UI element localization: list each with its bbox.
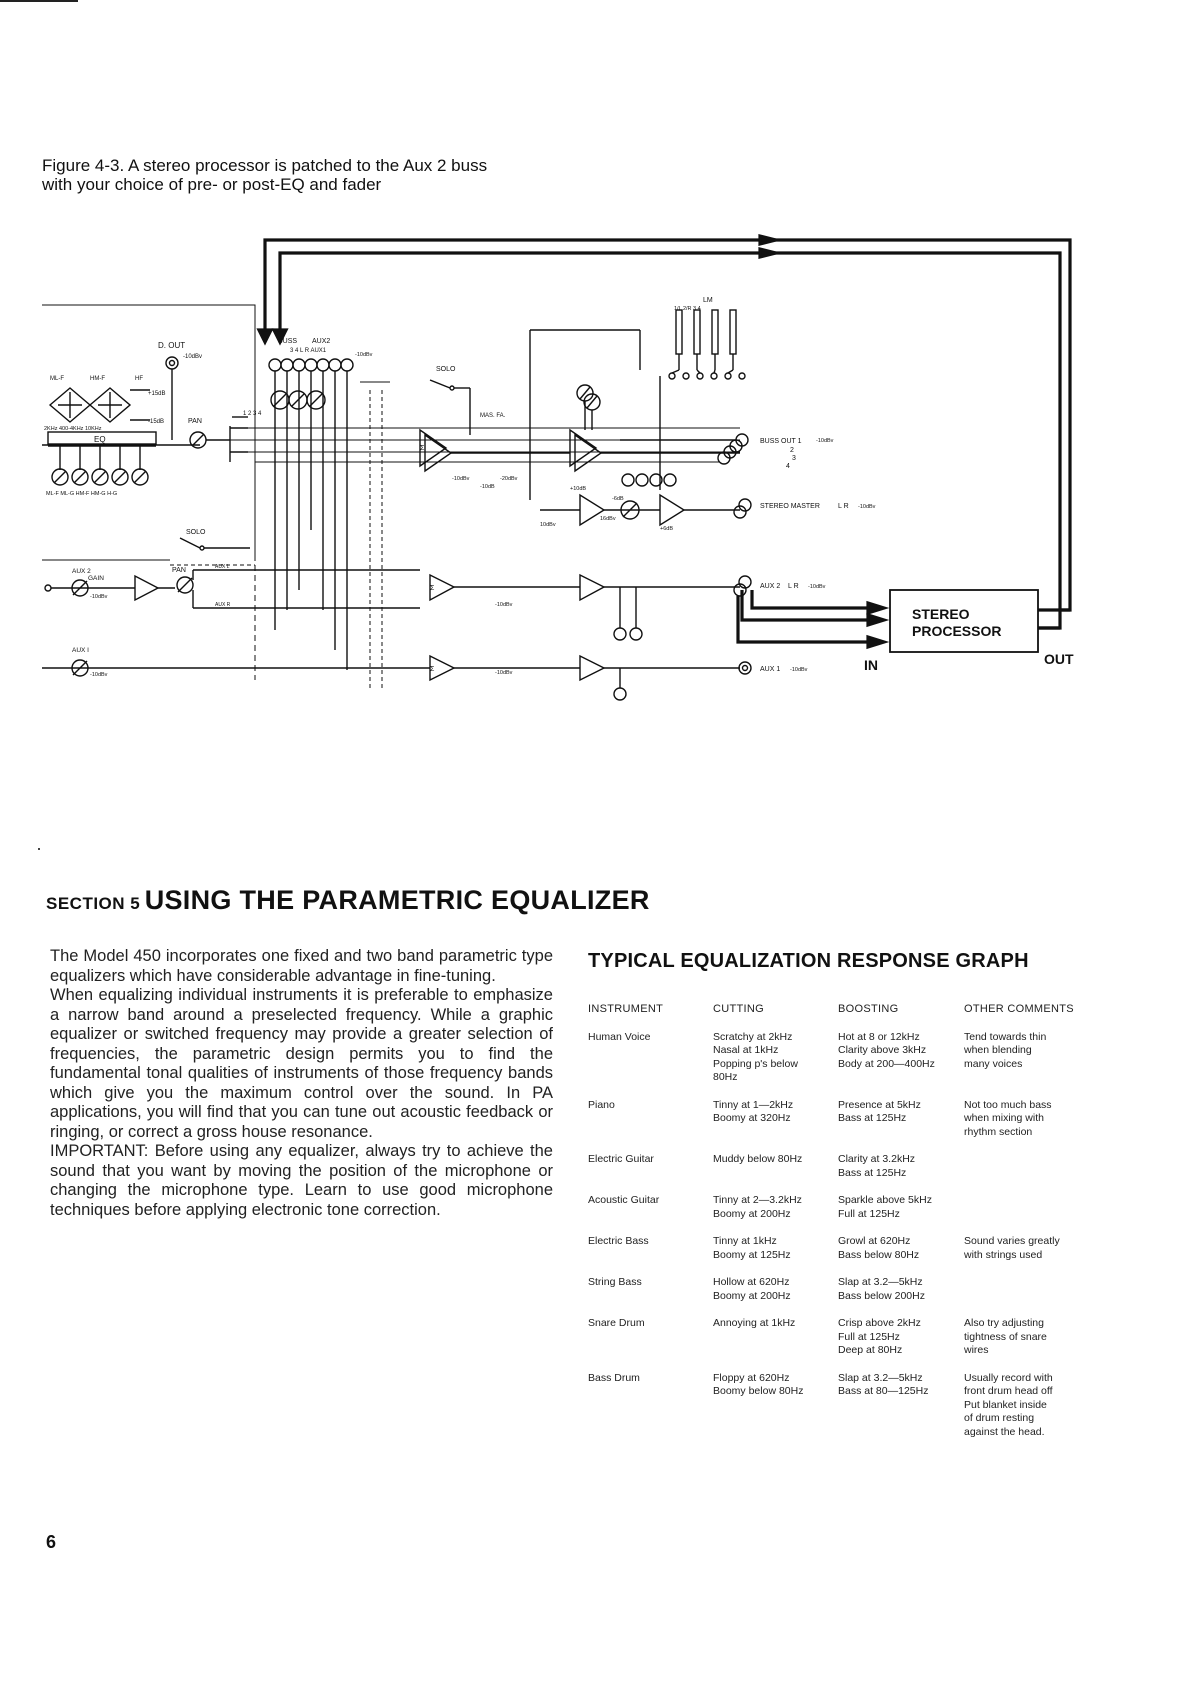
section-title: USING THE PARAMETRIC EQUALIZER (144, 885, 650, 915)
instrument-name: Acoustic Guitar (588, 1194, 660, 1206)
boosting-line: Slap at 3.2—5kHz (838, 1371, 923, 1384)
aux2-summers (430, 575, 751, 640)
paragraph-1: The Model 450 incorporates one fixed and two band parametric type equalizers which have considerable advantage in fine-tuning. (50, 947, 553, 985)
cell-cutting (713, 1317, 838, 1372)
body-text (50, 947, 553, 1220)
comments-line: Also try adjusting (964, 1317, 1044, 1329)
solo-2-label: SOLO (186, 529, 206, 536)
cutting-line: Nasal at 1kHz (713, 1044, 779, 1056)
d-out-jack (166, 357, 178, 440)
boosting-line: Growl at 620Hz (838, 1235, 911, 1247)
buss-out-jacks (620, 434, 748, 464)
processor-in-label: IN (864, 657, 878, 673)
aux2-out-label: AUX 2 (760, 583, 781, 590)
boosting-line: Clarity above 3kHz (838, 1044, 927, 1056)
lm-numbers: 1/L 2/R 3 4 (674, 306, 701, 312)
cutting-line: Boomy at 125Hz (713, 1248, 791, 1261)
caption-line-1: Figure 4-3. A stereo processor is patched to the Aux 2 buss (42, 156, 488, 175)
boosting-line: Presence at 5kHz (838, 1098, 921, 1111)
comments-line: tightness of snare (964, 1330, 1047, 1343)
table-row (588, 1276, 1094, 1317)
table-row (588, 1031, 1094, 1099)
switch-numbers: 1 2 3 4 (243, 411, 262, 417)
aux1-level: -10dBv (90, 672, 108, 678)
cell-cutting (713, 1372, 838, 1454)
sigma-2: Σ (430, 585, 435, 592)
cutting-line: Muddy below 80Hz (713, 1153, 803, 1165)
level-10dbv: 10dBv (540, 522, 556, 528)
boosting-line: Full at 125Hz (838, 1207, 900, 1220)
cell-instrument (588, 1372, 713, 1454)
aux1-out-level: -10dBv (790, 667, 808, 673)
boosting-line: Full at 125Hz (838, 1330, 900, 1343)
cell-boosting (838, 1031, 964, 1099)
lm-label: LM (703, 297, 713, 304)
instrument-name: Piano (588, 1098, 615, 1111)
buss-out-label: BUSS OUT 1 (760, 438, 802, 445)
aux2-label: AUX 2 (72, 568, 91, 575)
comments-line: rhythm section (964, 1125, 1033, 1138)
cell-comments (964, 1276, 1094, 1317)
top-rule (0, 0, 78, 2)
stereo-master-lr: L R (838, 503, 849, 510)
buss-out-level: -10dBv (816, 438, 834, 444)
aux1-chain (42, 656, 751, 700)
comments-line: Sound varies greatly (964, 1235, 1060, 1247)
boosting-line: Clarity at 3.2kHz (838, 1153, 916, 1165)
instrument-name: String Bass (588, 1276, 642, 1288)
solo-1-switch (430, 380, 470, 435)
aux2-out-lr: L R (788, 583, 799, 590)
comments-line: when mixing with (964, 1112, 1044, 1124)
comments-line: Usually record with (964, 1371, 1053, 1384)
cutting-line: Hollow at 620Hz (713, 1276, 790, 1288)
header-boosting: BOOSTING (838, 1003, 899, 1015)
solo-1-label: SOLO (436, 366, 456, 373)
aux1-label: AUX I (72, 647, 89, 654)
table-row (588, 1235, 1094, 1276)
comments-line: Put blanket inside (964, 1398, 1047, 1411)
cutting-line: 80Hz (713, 1071, 738, 1083)
boosting-line: Crisp above 2kHz (838, 1317, 921, 1329)
cutting-line: Popping p's below (713, 1057, 798, 1070)
level-p10: +10dB (570, 486, 587, 492)
cell-instrument (588, 1194, 713, 1235)
cell-cutting (713, 1235, 838, 1276)
mas-fa-label: MAS. FA. (480, 413, 506, 419)
eq-freq: 2KHz 400-4KHz 10KHz (44, 426, 102, 432)
mix-lines (230, 382, 740, 690)
paragraph-3: IMPORTANT: Before using any equalizer, always try to achieve the sound that you want by moving the position of the microphone or changing the microphone type. Learn to use good microphone techniques before applying electronic tone correction. (50, 1142, 553, 1219)
aux1-out-label: AUX 1 (760, 666, 781, 673)
cell-comments (964, 1031, 1094, 1099)
cell-boosting (838, 1153, 964, 1194)
table-row (588, 1153, 1094, 1194)
cell-boosting (838, 1317, 964, 1372)
sigma-1: Σ (420, 445, 425, 452)
cell-cutting (713, 1031, 838, 1099)
comments-line: many voices (964, 1057, 1023, 1070)
level-m10: -10dBv (452, 476, 470, 482)
processor-out-label: OUT (1044, 651, 1074, 667)
instrument-name: Bass Drum (588, 1371, 640, 1384)
graph-title: TYPICAL EQUALIZATION RESPONSE GRAPH (588, 950, 1029, 972)
boosting-line: Hot at 8 or 12kHz (838, 1030, 920, 1043)
aux2-buss-label: AUX2 (312, 338, 331, 345)
cutting-line: Boomy below 80Hz (713, 1385, 804, 1397)
comments-line: when blending (964, 1044, 1032, 1056)
eq-knob-labels: ML-F ML-G HM-F HM-G H-G (46, 491, 118, 497)
buss-summers (420, 430, 740, 471)
cell-cutting (713, 1276, 838, 1317)
comments-line: wires (964, 1344, 989, 1356)
eq-table-header (588, 1003, 1094, 1031)
cutting-line: Tinny at 2—3.2kHz (713, 1194, 802, 1206)
cell-instrument (588, 1099, 713, 1154)
section-label: SECTION 5 (46, 894, 141, 913)
eq-band-mlf: ML-F (50, 376, 64, 382)
table-row (588, 1372, 1094, 1454)
caption-line-2: with your choice of pre- or post-EQ and fader (42, 175, 382, 194)
insert-jacks (622, 474, 676, 486)
boosting-line: Bass below 200Hz (838, 1289, 925, 1302)
lm-meters (530, 310, 745, 500)
paragraph-2: When equalizing individual instruments it is preferable to emphasize a narrow band around a preselected frequency. While a graphic equalizer or switched frequency may provide a greater selection of frequencies, the parametric design permits you to find the fundamental tonal qualities of instruments of those frequency bands which give you the maximum control over the sound. In PA applications, you will find that you can tune out acoustic feedback or ringing, or correct a gross house resonance. (50, 986, 553, 1141)
d-out-label: D. OUT (158, 341, 186, 350)
stereo-master-level: -10dBv (858, 504, 876, 510)
return-loops (259, 236, 1070, 628)
eq-band-hf: HF (135, 376, 143, 382)
cell-cutting (713, 1153, 838, 1194)
cell-comments (964, 1235, 1094, 1276)
boosting-line: Sparkle above 5kHz (838, 1194, 932, 1206)
eq-minus: -15dB (148, 419, 165, 425)
instrument-name: Electric Guitar (588, 1153, 654, 1165)
cell-instrument (588, 1153, 713, 1194)
aux2-to-processor (738, 590, 884, 647)
cutting-line: Annoying at 1kHz (713, 1317, 796, 1329)
cutting-line: Boomy at 320Hz (713, 1112, 791, 1124)
cell-cutting (713, 1099, 838, 1154)
cell-comments (964, 1372, 1094, 1454)
level-16dbv: 16dBv (600, 516, 616, 522)
cutting-line: Boomy at 200Hz (713, 1207, 791, 1220)
cell-boosting (838, 1099, 964, 1154)
cell-comments (964, 1194, 1094, 1235)
level-aux1-sum: -10dBv (495, 670, 513, 676)
pan-1 (42, 417, 248, 462)
cell-instrument (588, 1235, 713, 1276)
page-number: 6 (46, 1532, 57, 1552)
buss-out-numbers-3: 3 (792, 455, 796, 462)
instrument-name: Human Voice (588, 1030, 651, 1043)
solo-2-switch (180, 538, 250, 550)
cutting-line: Floppy at 620Hz (713, 1371, 790, 1384)
cell-comments (964, 1153, 1094, 1194)
comments-line: Not too much bass (964, 1098, 1052, 1111)
sigma-3: Σ (430, 666, 435, 673)
buss-level: -10dBv (355, 352, 373, 358)
instrument-name: Electric Bass (588, 1235, 649, 1247)
cutting-line: Scratchy at 2kHz (713, 1030, 793, 1043)
cutting-line: Boomy at 200Hz (713, 1289, 791, 1302)
comments-line: with strings used (964, 1248, 1043, 1261)
stereo-master-label: STEREO MASTER (760, 503, 820, 510)
section-heading (46, 885, 650, 916)
aux-r-label: AUX R (215, 602, 231, 608)
buss-out-numbers-4: 4 (786, 463, 790, 470)
processor-line-2: PROCESSOR (912, 623, 1002, 639)
level-p6: +6dB (660, 526, 673, 532)
table-row (588, 1099, 1094, 1154)
aux-l-label: AUX L (215, 564, 230, 570)
cutting-line: Tinny at 1kHz (713, 1235, 777, 1247)
cell-comments (964, 1099, 1094, 1154)
comments-line: of drum resting (964, 1412, 1035, 1424)
eq-plus: +15dB (148, 391, 166, 397)
eq-table (588, 1003, 1094, 1453)
d-out-level: -10dBv (183, 354, 203, 360)
comments-line: Tend towards thin (964, 1030, 1047, 1043)
level-m20: -20dBv (500, 476, 518, 482)
boosting-line: Bass at 80—125Hz (838, 1385, 929, 1397)
comments-line: front drum head off (964, 1385, 1053, 1397)
cell-boosting (838, 1276, 964, 1317)
instrument-name: Snare Drum (588, 1317, 645, 1329)
cell-instrument (588, 1031, 713, 1099)
speck (38, 848, 40, 850)
pan-2-label: PAN (172, 567, 186, 574)
comments-line: against the head. (964, 1425, 1045, 1438)
aux2-gain-level: -10dBv (90, 594, 108, 600)
header-cutting: CUTTING (713, 1003, 764, 1015)
header-comments: OTHER COMMENTS (964, 1003, 1074, 1015)
block-diagram (0, 230, 1190, 710)
stereo-master (540, 495, 751, 525)
master-faders (577, 385, 600, 430)
aux2-out-level: -10dBv (808, 584, 826, 590)
boosting-line: Bass below 80Hz (838, 1248, 920, 1261)
level-m10b: -10dB (480, 484, 495, 490)
table-row (588, 1317, 1094, 1372)
boosting-line: Slap at 3.2—5kHz (838, 1276, 923, 1288)
boosting-line: Bass at 125Hz (838, 1166, 907, 1179)
cell-instrument (588, 1276, 713, 1317)
processor-line-1: STEREO (912, 606, 970, 622)
cell-instrument (588, 1317, 713, 1372)
header-instrument: INSTRUMENT (588, 1003, 664, 1015)
cell-comments (964, 1317, 1094, 1372)
eq-label: EQ (94, 435, 106, 444)
eq-band-hmf: HM-F (90, 376, 105, 382)
cell-cutting (713, 1194, 838, 1235)
eq-table-body (588, 1031, 1094, 1454)
channel-faders (271, 391, 325, 409)
buss-label: BUSS (278, 338, 298, 345)
cutting-line: Tinny at 1—2kHz (713, 1098, 794, 1111)
table-row (588, 1194, 1094, 1235)
level-aux2-sum: -10dBv (495, 602, 513, 608)
processor-out-lines (1038, 610, 1070, 628)
boosting-line: Deep at 80Hz (838, 1344, 903, 1356)
buss-out-numbers: 2 (790, 447, 794, 454)
pan-1-label: PAN (188, 418, 202, 425)
buss-numbers: 3 4 L R AUX1 (290, 348, 327, 354)
cell-boosting (838, 1372, 964, 1454)
level-m6: -6dB (612, 496, 624, 502)
gain-label: GAIN (88, 575, 104, 582)
cell-boosting (838, 1194, 964, 1235)
boosting-line: Body at 200—400Hz (838, 1057, 935, 1070)
cell-boosting (838, 1235, 964, 1276)
boosting-line: Bass at 125Hz (838, 1112, 907, 1124)
figure-caption (42, 156, 487, 194)
